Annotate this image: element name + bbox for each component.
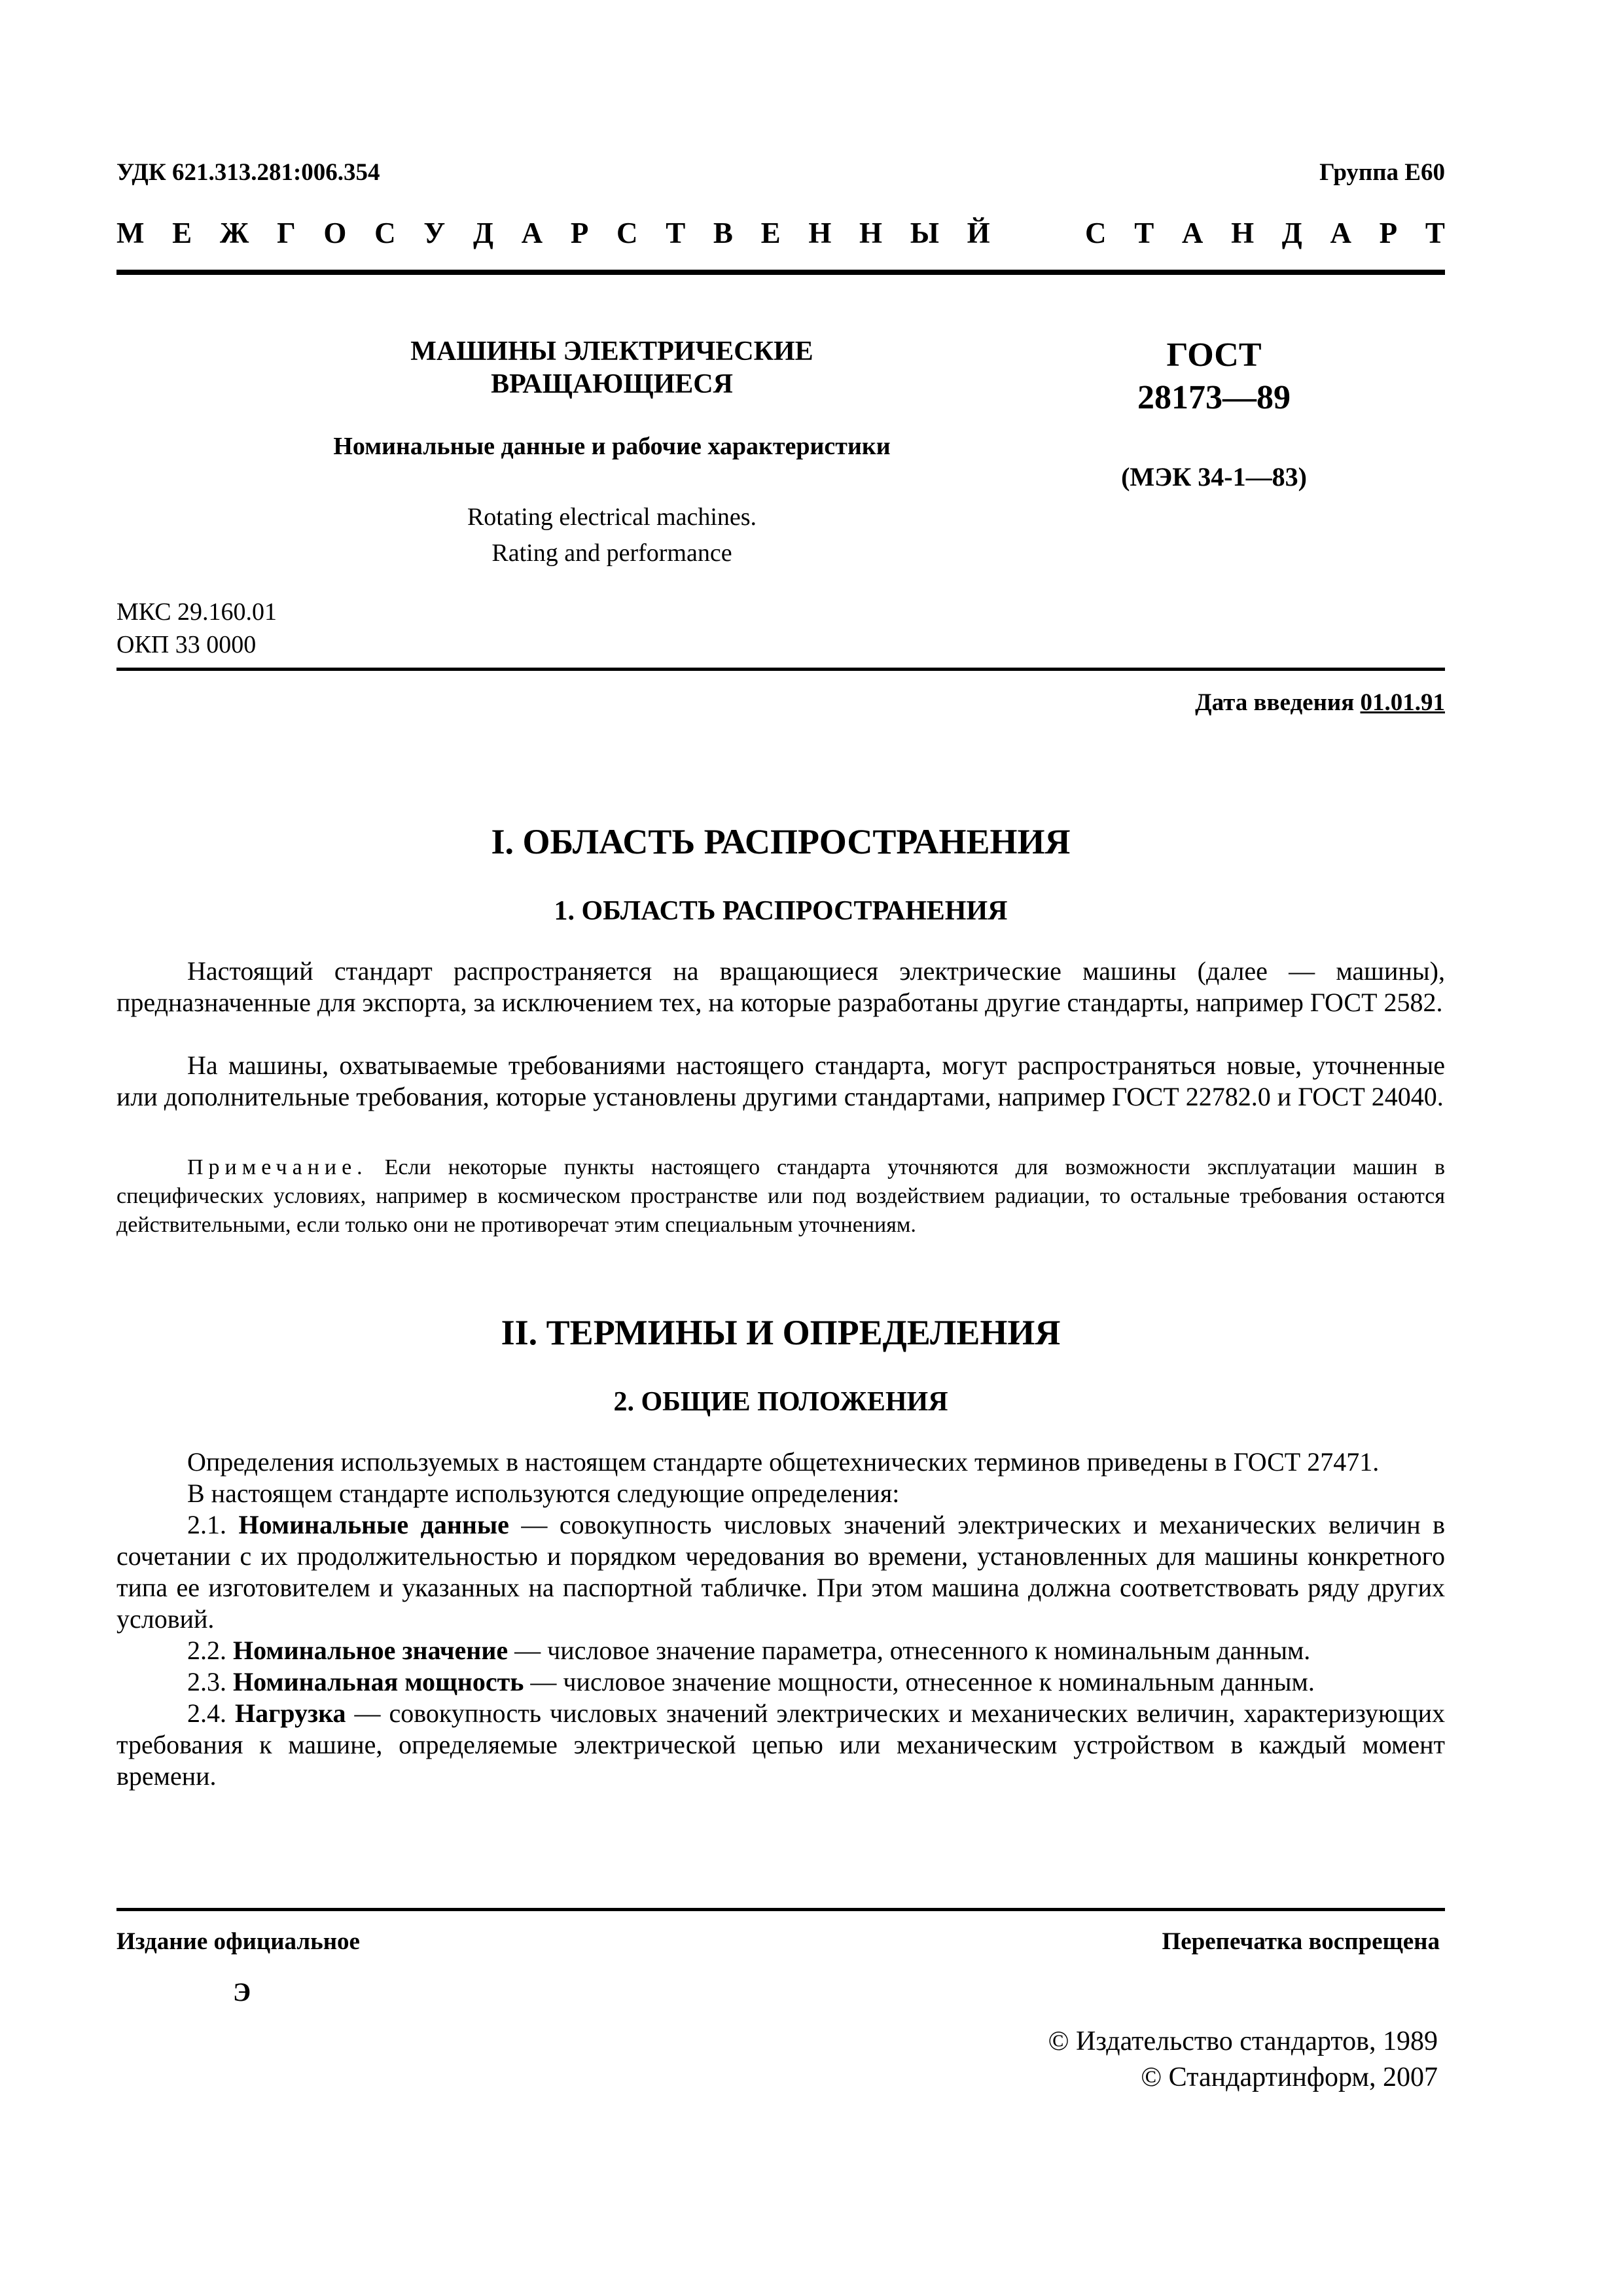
header-rule <box>116 270 1445 275</box>
mks-code: МКС 29.160.01 <box>116 598 277 626</box>
banner-letter: А <box>1330 217 1351 249</box>
section-2-subtitle: 2. ОБЩИЕ ПОЛОЖЕНИЯ <box>613 1387 948 1417</box>
udk-code: УДК 621.313.281:006.354 <box>116 159 380 186</box>
definition-number: 2.4. <box>187 1698 235 1728</box>
banner-letter: А <box>521 217 543 249</box>
copyright-line: © Стандартинформ, 2007 <box>1141 2062 1438 2092</box>
banner-letter: С <box>374 217 396 249</box>
gost-label: ГОСТ <box>1166 336 1262 374</box>
document-title <box>281 335 942 401</box>
banner-letter: Г <box>277 217 296 249</box>
section-2-body <box>116 1446 1445 1792</box>
title-line: МАШИНЫ ЭЛЕКТРИЧЕСКИЕ <box>410 336 813 367</box>
definition-term: Номинальное значение <box>233 1636 508 1665</box>
edition-label: Издание официальное <box>116 1928 360 1955</box>
definition-text: — числовое значение мощности, отнесенное к номинальным данным. <box>524 1667 1315 1696</box>
banner-letter: С <box>1085 217 1107 249</box>
classification-codes <box>116 596 277 661</box>
section-1-note <box>116 1153 1445 1240</box>
note-text: Если некоторые пункты настоящего стандарта уточняются для возможности эксплуатации машин в специфических условиях, например в космическом пространстве или под воздействием радиации, то остальные требования остаются действительными, если только они не противоречат этим специальным уточнениям. <box>116 1155 1445 1237</box>
definition-item <box>116 1666 1445 1698</box>
banner-letter: Е <box>760 217 781 249</box>
banner-letter: Ы <box>910 217 939 249</box>
banner-letter: Ж <box>219 217 249 249</box>
definition-number: 2.2. <box>187 1636 233 1665</box>
english-title-line: Rotating electrical machines. <box>467 503 757 531</box>
section-2-title: II. ТЕРМИНЫ И ОПРЕДЕЛЕНИЯ <box>501 1313 1061 1352</box>
section-1-subtitle: 1. ОБЛАСТЬ РАСПРОСТРАНЕНИЯ <box>554 896 1008 926</box>
definition-text: — совокупность числовых значений электрических и механических величин, характеризующих требования к машине, определяемые электрической цепью или механическим устройством в каждый момент времени. <box>116 1698 1446 1791</box>
banner-letter: О <box>323 217 347 249</box>
copyright-line: © Издательство стандартов, 1989 <box>1048 2026 1438 2056</box>
title-line: ВРАЩАЮЩИЕСЯ <box>491 369 733 399</box>
banner-letter: Т <box>1425 217 1445 249</box>
section-2-paragraph: В настоящем стандарте используются следующие определения: <box>187 1479 900 1508</box>
banner-letter: Е <box>172 217 192 249</box>
okp-code: ОКП 33 0000 <box>116 631 257 658</box>
intro-date <box>1195 689 1445 717</box>
section-1-paragraph: Настоящий стандарт распространяется на вращающиеся электрические машины (далее — машины), предназначенные для экспорта, за исключением тех, на которые разработаны другие стандарты, например ГОСТ 2582. <box>116 956 1445 1017</box>
section-2-paragraph: Определения используемых в настоящем стандарте общетехнических терминов приведены в ГОСТ 27471. <box>187 1447 1380 1477</box>
definition-term: Нагрузка <box>235 1698 346 1728</box>
standard-banner <box>116 216 1445 250</box>
gost-designation <box>1067 334 1361 419</box>
banner-letter: Т <box>1134 217 1154 249</box>
intro-date-label: Дата введения <box>1195 689 1355 716</box>
banner-gap <box>1018 216 1057 250</box>
definition-text: — числовое значение параметра, отнесенного к номинальным данным. <box>508 1636 1311 1665</box>
banner-letter: Й <box>967 217 990 249</box>
footer-rule <box>116 1908 1445 1911</box>
note-label: Примечание. <box>187 1155 368 1179</box>
banner-letter: Д <box>1281 217 1302 249</box>
section-1-paragraph: На машины, охватываемые требованиями настоящего стандарта, могут распространяться новые, уточненные или дополнительные требования, которые установлены другими стандартами, например ГОСТ 22782.0 и ГОСТ 24040. <box>116 1050 1445 1111</box>
banner-letter: Д <box>473 217 493 249</box>
banner-letter: У <box>423 217 446 249</box>
document-subtitle: Номинальные данные и рабочие характеристики <box>333 433 891 460</box>
banner-letter: М <box>116 217 145 249</box>
definition-item <box>116 1698 1445 1792</box>
definition-number: 2.3. <box>187 1667 233 1696</box>
english-title <box>281 499 942 571</box>
banner-letter: Н <box>1231 217 1255 249</box>
definition-number: 2.1. <box>187 1510 239 1539</box>
banner-letter: Р <box>570 217 589 249</box>
banner-letter: А <box>1181 217 1204 249</box>
banner-letter: Н <box>859 217 883 249</box>
reprint-notice: Перепечатка воспрещена <box>1162 1928 1440 1955</box>
banner-letter: С <box>616 217 638 249</box>
english-title-line: Rating and performance <box>491 539 732 567</box>
banner-letter: Р <box>1379 217 1398 249</box>
definition-item <box>116 1635 1445 1666</box>
group-code: Группа Е60 <box>1319 159 1445 186</box>
gost-number: 28173—89 <box>1137 379 1291 416</box>
title-block-rule <box>116 668 1445 671</box>
banner-letter: В <box>713 217 733 249</box>
definition-term: Номинальные данные <box>238 1510 509 1539</box>
banner-letter: Т <box>666 217 686 249</box>
intro-date-value: 01.01.91 <box>1360 689 1445 716</box>
definition-text: — совокупность числовых значений электрических и механических величин в сочетании с их продолжительностью и порядком чередования во времени, установленных для машины конкретного типа ее изготовителем и указанных на паспортной табличке. При этом машина должна соответствовать ряду других условий. <box>116 1510 1446 1634</box>
iec-reference: (МЭК 34-1—83) <box>1121 462 1307 492</box>
definition-term: Номинальная мощность <box>233 1667 524 1696</box>
edition-mark: Э <box>233 1977 251 2007</box>
definition-item <box>116 1509 1445 1635</box>
section-1-title: I. ОБЛАСТЬ РАСПРОСТРАНЕНИЯ <box>491 822 1071 861</box>
banner-letter: Н <box>808 217 832 249</box>
